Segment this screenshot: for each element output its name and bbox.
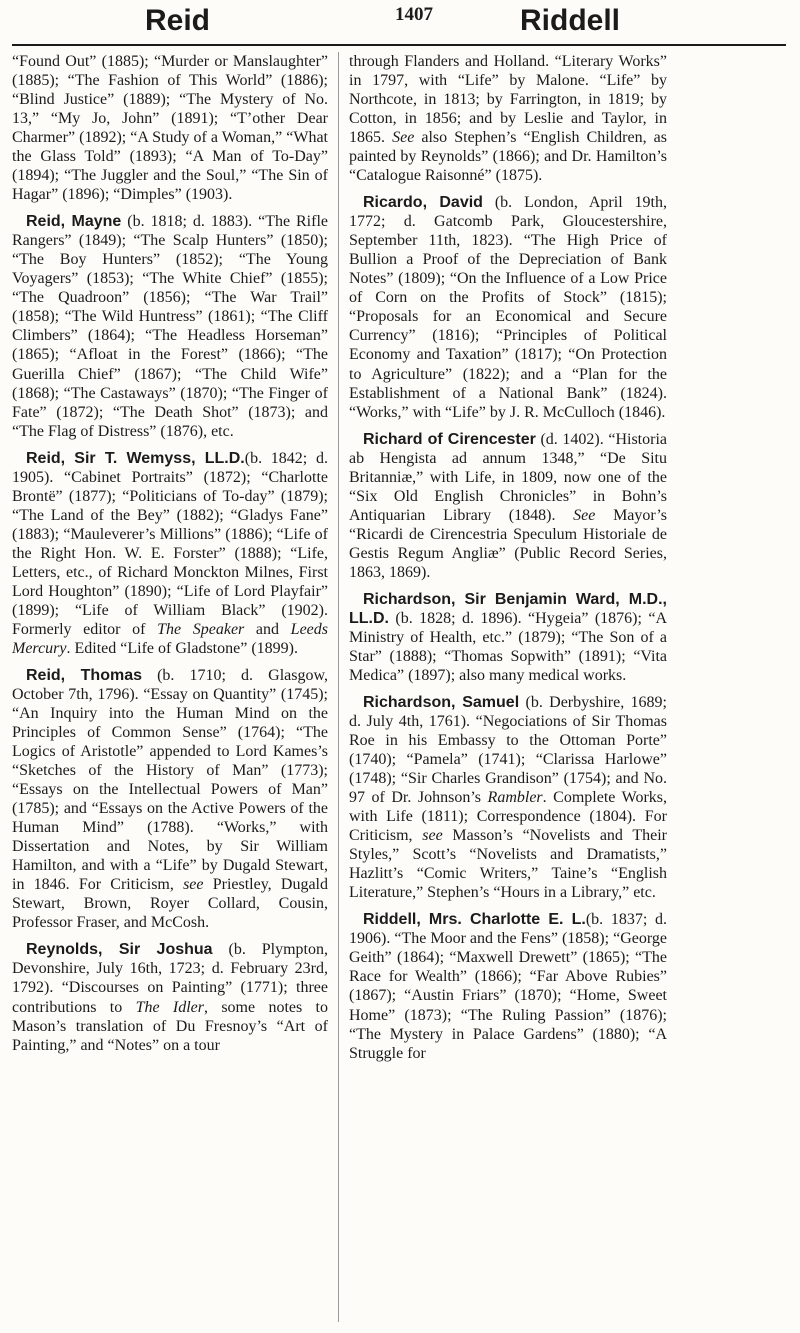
entry-headword: Riddell, Mrs. Charlotte E. L.	[363, 911, 586, 929]
italic-title: See	[392, 129, 415, 147]
entry-headword: Richardson, Samuel	[363, 694, 520, 711]
entry-headword: Reid, Sir T. Wemyss, LL.D.	[26, 449, 245, 467]
entry-reynolds-joshua	[12, 940, 328, 1054]
entry-text: through Flanders and Holland. “Literary Works” in 1797, with “Life” by Malone. “Life” by Northcote, in 1813; by Farrington, in 1819; by Cotton, in 1856; and by Leslie and Taylor, in 1865.	[349, 53, 667, 147]
entry-headword: Reid, Mayne	[26, 213, 122, 231]
entry-text: (b. London, April 19th, 1772; d. Gatcomb Park, Gloucestershire, September 11th, 1823). “The High Price of Bullion a Proof of the Depreciation of Bank Notes” (1809); “On the Influence of a Low Price of Corn on the Profits of Stock” (1815); “Proposals for an Economical and Secure Currency” (1816); “Principles of Political Economy and Taxation” (1817); “On Protection to Agriculture” (1822); and a “Plan for the Establishment of a National Bank” (1824). “Works,” with “Life” by J. R. McCulloch (1846).	[349, 194, 667, 421]
entry-headword: Richardson, Sir Benjamin Ward, M.D., LL.D.	[349, 590, 667, 627]
entry-text: (b. 1828; d. 1896). “Hygeia” (1876); “A Ministry of Health, etc.” (1879); “The Son of a Star” (1888); “Thomas Sopwith” (1891); “Vita Medica” (1897); also many medical works.	[349, 609, 667, 684]
italic-title: Leeds Mercury	[12, 620, 328, 657]
running-head	[0, 4, 800, 44]
entry-text: Mayor’s “Ricardi de Cirencestria Speculum Historiale de Gestis Regum Angliæ” (Public Record Series, 1863, 1869).	[349, 506, 667, 581]
entry-text: (b. Derbyshire, 1689; d. July 4th, 1761). “Negociations of Sir Thomas Roe in his Embassy to the Ottoman Porte” (1740); “Pamela” (1741); “Clarissa Harlowe” (1748); “Sir Charles Grandison” (1754); and No. 97 of Dr. Johnson’s	[349, 694, 667, 807]
entry-headword: Richard of Cirencester	[363, 430, 536, 448]
italic-title: See	[573, 506, 596, 524]
entry-text: (b. 1837; d. 1906). “The Moor and the Fens” (1858); “George Geith” (1864); “Maxwell Drewett” (1865); “The Race for Wealth” (1866); “Far Above Rubies” (1867); “Austin Friars” (1870); “Home, Sweet Home” (1873); “The Ruling Passion” (1876); “The Mystery in Palace Gardens” (1880); “A Struggle for	[349, 911, 667, 1062]
entry-text: , some notes to Mason’s translation of Du Fresnoy’s “Art of Painting,” and “Notes” on a tour	[12, 998, 328, 1054]
entry-richardson-benjamin	[349, 590, 667, 685]
italic-title: see	[183, 876, 204, 894]
entry-text: (d. 1402). “Historia ab Hengista ad annum 1348,” “De Situ Britanniæ,” with Life, in 1809, now one of the “Six Old English Chronicles” in Bohn’s Antiquarian Library (1848).	[349, 430, 667, 524]
entry-headword: Reid, Thomas	[26, 666, 142, 684]
entry-richard-cirencester	[349, 430, 667, 582]
entry-text: (b. 1818; d. 1883). “The Rifle Rangers” (1849); “The Scalp Hunters” (1850); “The Boy Hunters” (1852); “The Young Voyagers” (1853); “The White Chief” (1855); “The Quadroon” (1856); “The War Trail” (1858); “The Wild Huntress” (1861); “The Cliff Climbers” (1864); “The Headless Horseman” (1865); “Afloat in the Forest” (1866); “The Guerilla Chief” (1867); “The Child Wife” (1868); “The Castaways” (1870); “The Finger of Fate” (1872); “The Death Shot” (1873); and “The Flag of Distress” (1876), etc.	[12, 213, 328, 440]
entry-reid-continued	[12, 52, 328, 204]
italic-title: see	[422, 827, 443, 845]
running-head-left: Reid	[145, 4, 211, 37]
italic-title: Rambler	[487, 789, 543, 807]
entry-riddell-charlotte	[349, 910, 667, 1062]
entry-reid-thomas	[12, 666, 328, 932]
entry-text: and	[244, 620, 291, 638]
right-column	[349, 52, 667, 1327]
entry-text: Masson’s “Novelists and Their Styles,” Scott’s “Novelists and Dramatists,” Hazlitt’s “Comic Writers,” Taine’s “English Literature,” Stephen’s “Hours in a Library,” etc.	[349, 827, 667, 902]
entry-text: . Complete Works, with Life (1811); Correspondence (1804). For Criticism,	[349, 789, 667, 845]
entry-headword: Reynolds, Sir Joshua	[26, 941, 213, 959]
entry-ricardo-david	[349, 193, 667, 421]
header-rule	[12, 44, 786, 46]
entry-text: (b. Plympton, Devonshire, July 16th, 1723; d. February 23rd, 1792). “Discourses on Painting” (1771); three contributions to	[12, 941, 328, 1016]
entry-text: also Stephen’s “English Children, as painted by Reynolds” (1866); and Dr. Hamilton’s “Catalogue Raisonné” (1875).	[349, 129, 667, 185]
column-divider	[338, 52, 339, 1322]
page-number: 1407	[395, 4, 433, 25]
entry-text: Priestley, Dugald Stewart, Brown, Royer Collard, Cousin, Professor Fraser, and McCosh.	[12, 876, 328, 932]
entry-text: “Found Out” (1885); “Murder or Manslaughter” (1885); “The Fashion of This World” (1886); “Blind Justice” (1889); “The Mystery of No. 13,” “My Jo, John” (1891); “T’other Dear Charmer” (1892); “A Study of a Woman,” “What the Glass Told” (1893); “A Man of To-Day” (1894); “The Juggler and the Soul,” “The Sin of Hagar” (1896); “Dimples” (1903).	[12, 53, 328, 204]
entry-text: . Edited “Life of Gladstone” (1899).	[66, 639, 298, 657]
entry-reynolds-continued	[349, 52, 667, 185]
italic-title: The Speaker	[157, 620, 245, 638]
entry-text: (b. 1842; d. 1905). “Cabinet Portraits” (1872); “Charlotte Brontë” (1877); “Politicians of To-day” (1879); “The Land of the Bey” (1882); “Gladys Fane” (1883); “Mauleverer’s Millions” (1886); “Life of the Right Hon. W. E. Forster” (1888); “Life, Letters, etc., of Richard Monckton Milnes, First Lord Houghton” (1890); “Life of Lord Playfair” (1899); “Life of William Black” (1902). Formerly editor of	[12, 449, 328, 638]
entry-reid-wemyss	[12, 449, 328, 658]
entry-headword: Ricardo, David	[363, 194, 483, 212]
entry-text: (b. 1710; d. Glasgow, October 7th, 1796). “Essay on Quantity” (1745); “An Inquiry into the Human Mind on the Principles of Common Sense” (1764); “The Logics of Aristotle” appended to Lord Kames’s “Sketches of the History of Man” (1773); “Essays on the Intellectual Powers of Man” (1785); and “Essays on the Active Powers of the Human Mind” (1788). “Works,” with Dissertation and Notes, by Sir William Hamilton, and with a “Life” by Dugald Stewart, in 1846. For Criticism,	[12, 666, 328, 894]
italic-title: The Idler	[135, 998, 204, 1016]
entry-richardson-samuel	[349, 693, 667, 902]
left-column	[12, 52, 328, 1327]
running-head-right: Riddell	[520, 4, 621, 37]
entry-reid-mayne	[12, 212, 328, 440]
